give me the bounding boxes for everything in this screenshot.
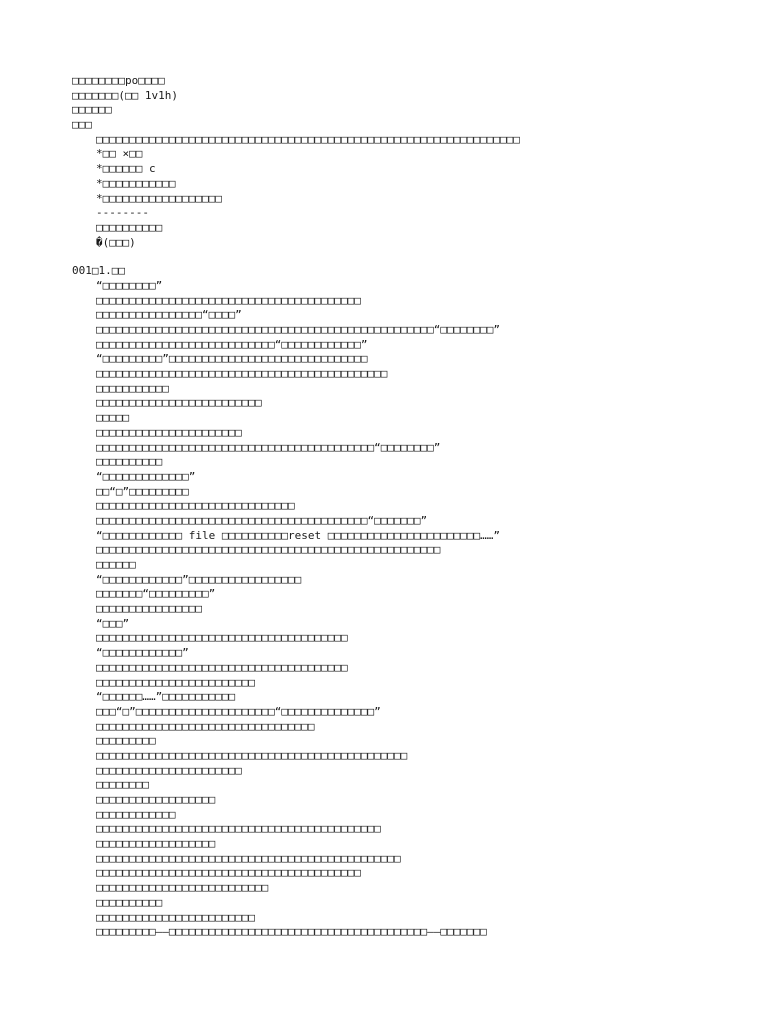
body-line: □□□□□□□□□□□□□□□□ <box>96 602 202 616</box>
intro-line: □□□□□□□□□□ <box>96 220 163 234</box>
body-line: □□□□□□□□□□□□□□□□□□□□□□□□□□□□□□□□□□□□□□ <box>96 631 348 645</box>
bullet-line: *□□ ×□□ <box>96 147 143 161</box>
intro-line: □□□□□□□□□□□□□□□□□□□□□□□□□□□□□□□□□□□□□□□□□□□□□□□□□□□□□□□□□□□□□□□□ <box>96 132 520 146</box>
section-block <box>72 264 752 940</box>
body-line: □□□□□□□□□□□□□□□□□□□□□□□□□□□□□□□□□□□□□□□□□□□ <box>96 822 381 836</box>
header-line: □□□□□□□□po□□□□ <box>72 74 165 87</box>
document-page <box>72 74 752 940</box>
body-line: □□□□□□□□□□□□ <box>96 807 176 821</box>
body-line: □□□□□□□□□□□□□□□□□□ <box>96 793 216 806</box>
header-line: □□□ <box>72 118 92 132</box>
body-line: □□□□□□□□□□□□□□□□□□□□□□□□□□□□□□□□□□□□□□□□□□□□□□□□□□□“□□□□□□□□” <box>96 323 500 336</box>
separator-line: -------- <box>96 206 149 220</box>
body-line: “□□□□□□□□□□□□” <box>96 646 189 660</box>
body-line: □□□□□□□□□□□□□□□□□□□□□□ <box>96 425 242 439</box>
spacer <box>72 250 752 264</box>
body-line: “□□□□□□□□□□□□□” <box>96 469 196 483</box>
body-line: □□□□□□□“□□□□□□□□□” <box>96 587 216 601</box>
header-line: □□□□□□□(□□ 1v1h) <box>72 88 178 102</box>
body-line: □□□□□□□□□□□□□□□□□□□□□□ <box>96 763 242 777</box>
body-line: “□□□□□□□□□”□□□□□□□□□□□□□□□□□□□□□□□□□□□□□□ <box>96 352 368 366</box>
body-line: □□□□□□□□□□□□□□□□□□□□□□□□□□□□□□□□□□□□□□□□□□“□□□□□□□□” <box>96 440 441 454</box>
body-line: □□□□□□□□□□□□□□□□□□□□□□□□□□□□□□□□□□□□□□□□□□□□ <box>96 367 388 381</box>
body-line: □□□“□”□□□□□□□□□□□□□□□□□□□□□“□□□□□□□□□□□□□□” <box>96 704 381 718</box>
body-line: □□□□□ <box>96 411 130 425</box>
body-line: □□□□□□□□□□□□□□□□□□□□□□□□□□□□□□ <box>96 499 295 513</box>
section-heading: 001□1.□□ <box>72 264 125 278</box>
body-line: □□□□□□□□□□□□□□□□“□□□□” <box>96 308 242 322</box>
body-line: □□“□”□□□□□□□□□ <box>96 484 189 498</box>
body-line: □□□□□□□□□□ <box>96 895 163 909</box>
header-line: □□□□□□ <box>72 103 112 117</box>
document-header <box>72 74 752 133</box>
body-line: “□□□□□□□□□□□□”□□□□□□□□□□□□□□□□□ <box>96 572 302 586</box>
section-body <box>72 279 752 940</box>
bullet-line: *□□□□□□□□□□□□□□□□□□ <box>96 191 222 205</box>
body-line: □□□□□□□□□□□ <box>96 381 169 395</box>
body-line: □□□□□□□□□□□□□□□□□□□□□□□□□□ <box>96 881 269 895</box>
body-line: □□□□□□ <box>96 558 136 571</box>
body-line: □□□□□□□□□——□□□□□□□□□□□□□□□□□□□□□□□□□□□□□□□□□□□□□□□——□□□□□□□ <box>96 925 487 939</box>
body-line: “□□□□□□□□” <box>96 278 163 292</box>
bullet-line: *□□□□□□ c <box>96 162 156 176</box>
body-line: □□□□□□□□□□□□□□□□□□ <box>96 837 216 851</box>
body-line: □□□□□□□□□□□□□□□□□□□□□□□□□□□□□□□□□□□□□□□□□□□□□□ <box>96 851 401 865</box>
body-line: “□□□□□□□□□□□□ file □□□□□□□□□□reset □□□□□□□□□□□□□□□□□□□□□□□……” <box>96 528 500 542</box>
body-line: □□□□□□□□□□ <box>96 455 163 469</box>
body-line: □□□□□□□□□□□□□□□□□□□□□□□□□ <box>96 396 262 410</box>
body-line: “□□□□□□……”□□□□□□□□□□□ <box>96 690 236 704</box>
body-line: □□□□□□□□□□□□□□□□□□□□□□□□□□□□□□□□□□□□□□□□ <box>96 866 361 880</box>
body-line: □□□□□□□□□□□□□□□□□□□□□□□□□□□□□□□□□□□□□□□□□“□□□□□□□” <box>96 513 428 527</box>
intro-block <box>72 133 752 251</box>
body-line: □□□□□□□□□□□□□□□□□□□□□□□□ <box>96 910 255 924</box>
bullet-line: *□□□□□□□□□□□ <box>96 176 176 190</box>
body-line: □□□□□□□□ <box>96 778 149 792</box>
body-line: □□□□□□□□□□□□□□□□□□□□□□□□□□□□□□□□□□□□□□ <box>96 660 348 674</box>
body-line: □□□□□□□□□□□□□□□□□□□□□□□□□□□□□□□□□ <box>96 719 315 733</box>
body-line: □□□□□□□□□□□□□□□□□□□□□□□□□□□□□□□□□□□□□□□□ <box>96 293 361 307</box>
intro-line: �(□□□) <box>96 235 136 249</box>
body-line: “□□□” <box>96 616 130 630</box>
body-line: □□□□□□□□□□□□□□□□□□□□□□□□□□□□□□□□□□□□□□□□□□□□□□□□□□□□ <box>96 543 441 557</box>
body-line: □□□□□□□□□□□□□□□□□□□□□□□□□□□□□□□□□□□□□□□□□□□□□□□ <box>96 748 408 762</box>
body-line: □□□□□□□□□□□□□□□□□□□□□□□□ <box>96 675 255 689</box>
body-line: □□□□□□□□□ <box>96 734 156 748</box>
body-line: □□□□□□□□□□□□□□□□□□□□□□□□□□□“□□□□□□□□□□□□” <box>96 337 368 351</box>
